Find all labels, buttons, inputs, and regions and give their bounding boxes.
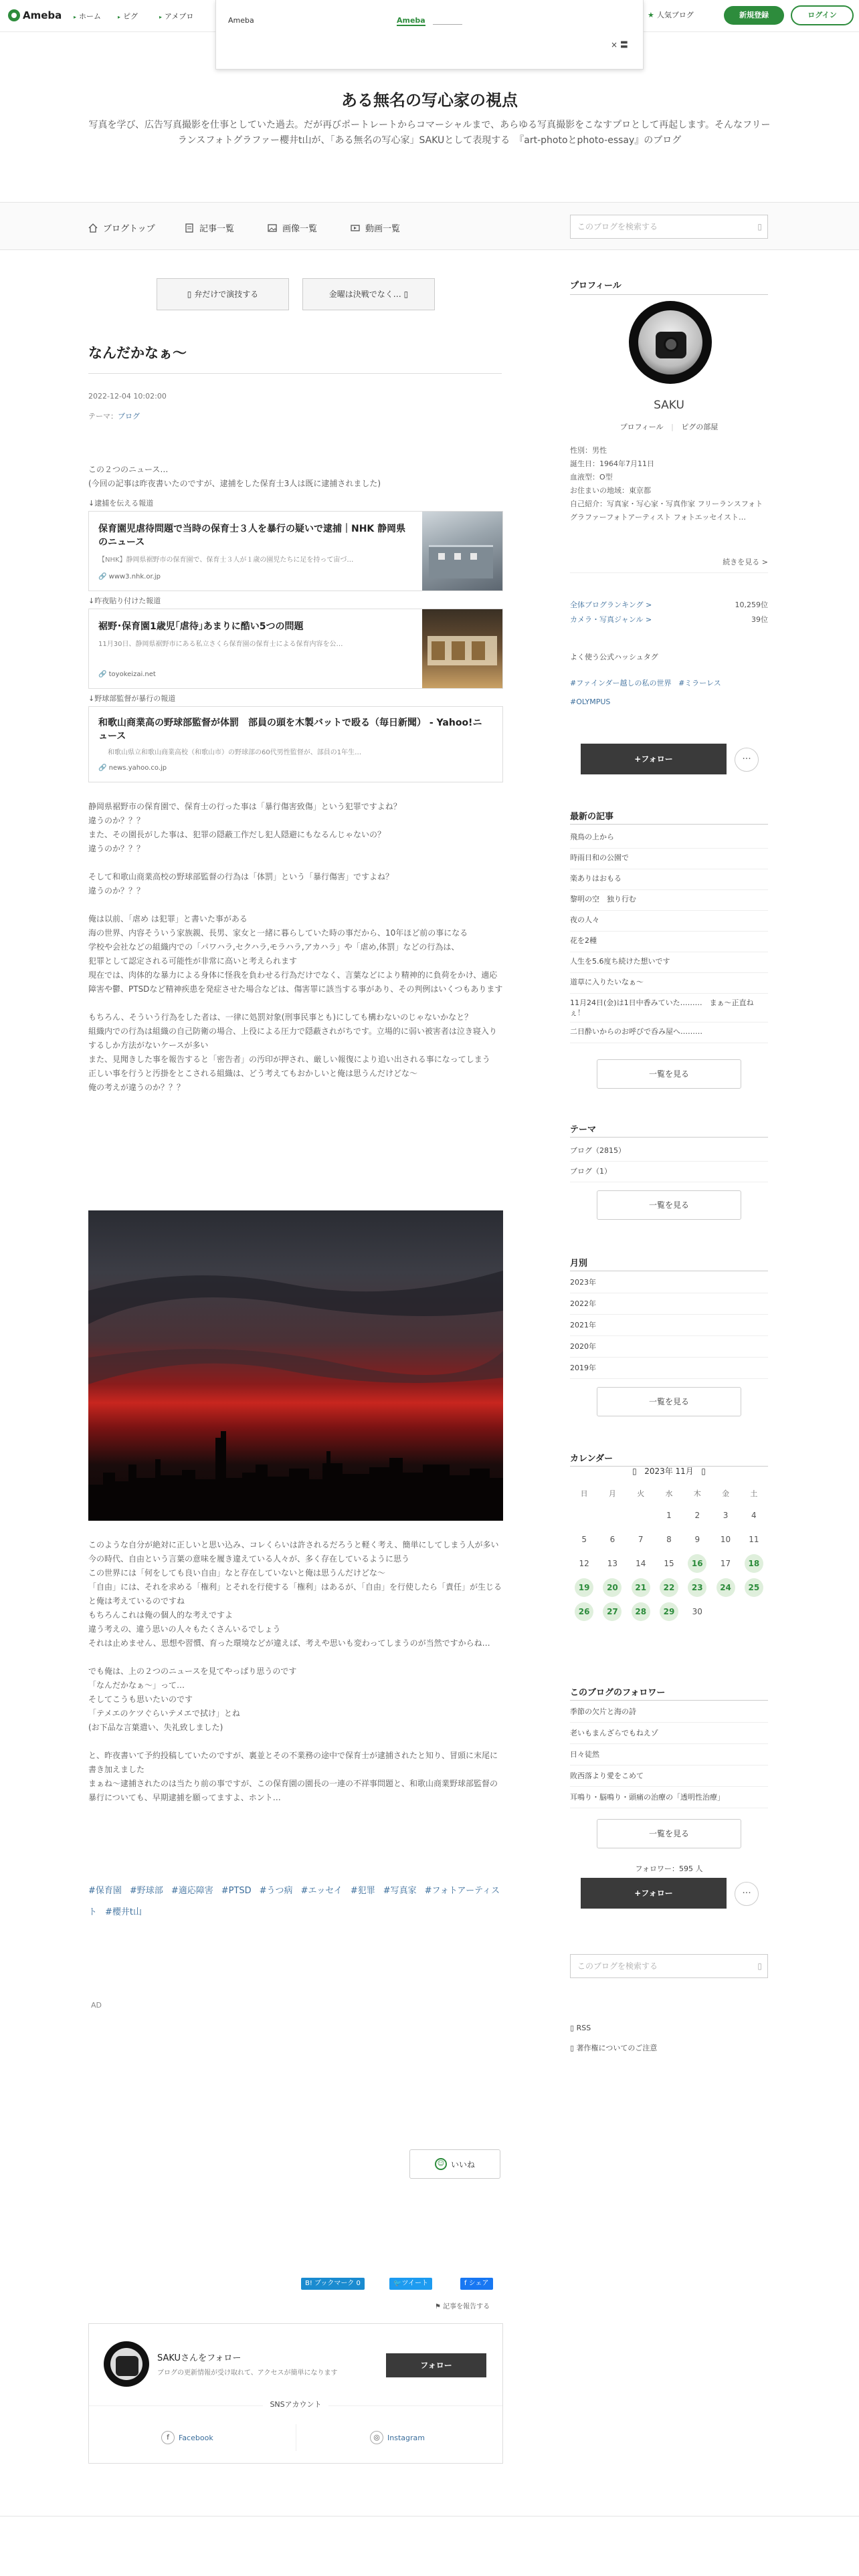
rss-icon: ▯ (570, 2024, 577, 2032)
author-avatar[interactable] (104, 2341, 149, 2387)
hatena-bookmark-button[interactable]: B! ブックマーク 0 (301, 2278, 365, 2290)
weekday-label: 日 (580, 1489, 588, 1498)
body-line (88, 996, 503, 1010)
calendar-day: 15 (664, 1559, 674, 1568)
calendar-blank (598, 1503, 626, 1527)
card-title: 保育園児虐待問題で当時の保育士３人を暴行の疑いで逮捕｜NHK 静岡県のニュース (98, 524, 406, 548)
calendar-day: 4 (751, 1511, 757, 1520)
profile-heading: プロフィール (570, 281, 622, 291)
official-hashtag[interactable]: #ミラーレス (678, 679, 721, 687)
search-icon[interactable]: ▯ (757, 222, 762, 231)
weekday-label: 土 (750, 1489, 758, 1498)
blog-search-input[interactable]: このブログを検索する ▯ (570, 215, 768, 239)
calendar-day[interactable]: 24 (711, 1576, 739, 1600)
body-line: 静岡県裾野市の保育園で、保育士の行った事は「暴行傷害致傷」という犯罪ですよね？ (88, 802, 401, 811)
weekday-label: 水 (665, 1489, 673, 1498)
card-title: 和歌山商業高の野球部監督が体罰 部員の頭を木製バットで殴る（毎日新聞） - Yahoo!ニュース (98, 718, 482, 742)
profile-avatar[interactable] (629, 301, 712, 384)
card-desc: 和歌山県立和歌山商業高校（和歌山市）の野球部の60代男性監督が、部員の1年生… (108, 749, 362, 756)
calendar-day: 6 (609, 1535, 615, 1544)
body-line: そして和歌山商業高校の野球部監督の行為は「体罰」という「暴行傷害」ですよね？ (88, 872, 394, 881)
follow-box-name: SAKUさんをフォロー (157, 2353, 242, 2363)
ameba-logo[interactable]: Ameba (8, 9, 62, 21)
entry-theme: テーマ：ブログ (88, 412, 140, 421)
popular-blog-link[interactable]: ★ 人気ブログ (648, 10, 694, 19)
recent-entry-link[interactable]: 花を2種 (570, 932, 768, 952)
body-line: 違うのか？？？ (88, 886, 145, 895)
link-icon: 🔗 (98, 573, 109, 580)
crown-icon: ★ (648, 10, 654, 19)
login-button[interactable]: ログイン (791, 5, 854, 25)
followers-list-button[interactable]: 一覧を見る (597, 1819, 741, 1848)
card-desc: 11月30日、静岡県裾野市にある私立さくら保育園の保育士による保育内容を公… (98, 641, 343, 648)
hashtag-link[interactable]: #保育園 (88, 1886, 122, 1896)
blog-description: 写真を学び、広告写真撮影を仕事としていた過去。だが再びポートレートからコマーシャルまで、あらゆる写真撮影をこなすプロとして再起します。そんなフリーランスフォトグラファー櫻井t山が、「ある無名の写心家」SAKUとして表現する 『art-photoとphoto-essay』のブログ (88, 120, 771, 146)
body-line: この世界には「何をしても良い自由」なと存在していないと俺は思うんだけどな〜 (88, 1568, 386, 1578)
calendar-day[interactable]: 20 (598, 1576, 626, 1600)
official-hashtags (570, 674, 768, 712)
search-icon[interactable]: ▯ (757, 1961, 762, 1971)
body-line (88, 856, 503, 870)
follow-button[interactable]: フォロー (386, 2353, 486, 2377)
follower-blog-link[interactable]: 耳鳴り・脳鳴り・頭痛の治療の「透明性治療」 (570, 1787, 768, 1808)
tweet-button[interactable]: 🐦ツイート (389, 2278, 432, 2290)
month-link[interactable]: 2020年 (570, 1336, 768, 1358)
popup-tab-link[interactable]: Ameba (397, 16, 425, 25)
body-line: 違うのか？？？ (88, 816, 145, 825)
chevron-right-icon: ▯ (401, 290, 409, 299)
body-line: もちろんこれは俺の個人的な考えですよ (88, 1610, 233, 1620)
body-line: 現在では、肉体的な暴力による身体に怪我を負わせる行為だけでなく、言葉などにより精神的に負荷をかけ、適応障害や鬱、PTSDなど精神疾患を発症させた場合などは、傷害罪に該当する事があり、その判例はいくつもあります (88, 970, 503, 994)
calendar-day[interactable]: 29 (655, 1600, 683, 1624)
body-line: まぁね〜逮捕されたのは当たり前の事ですが、この保育園の園長の一連の不祥事問題と、和歌山商業野球部監督の暴行についても、早期逮捕を願ってますよ、ホント… (88, 1779, 498, 1802)
weekday-label: 月 (608, 1489, 616, 1498)
rss-link[interactable]: ▯ RSS (570, 2024, 591, 2032)
body-line: 学校や会社などの組織内での「パワハラ,セクハラ,モラハラ,アカハラ」や「虐め,体罰」などの行為は、 (88, 942, 460, 952)
nav-blog-top[interactable]: ブログトップ (88, 221, 155, 234)
report-link[interactable]: ⚑ 記事を報告する (435, 2303, 490, 2311)
follower-blog-link[interactable]: 季節の欠片と海の詩 (570, 1701, 768, 1723)
official-hashtag[interactable]: #ファインダー越しの私の世界 (570, 679, 672, 687)
theme-link[interactable]: ブログ（1） (570, 1162, 768, 1182)
recent-entry-link[interactable]: 飛鳥の上から (570, 828, 768, 849)
calendar-day: 11 (749, 1535, 759, 1544)
body-line: 海の世界、内容そういう家族親、長男、家女と一緒に暮らしていた時の事だから、10年ほど前の事になる (88, 928, 468, 938)
theme-link[interactable]: ブログ（2815） (570, 1141, 768, 1162)
calendar-day[interactable]: 16 (683, 1551, 711, 1576)
body-line: 「自由」には、それを求める「権利」とそれを行使する「権利」はあるが、「自由」を行使したら「責任」が生じると俺は考えているのですね (88, 1582, 502, 1606)
card-thumbnail (422, 609, 502, 688)
card-caption: ↓昨夜貼り付けた報道 (88, 597, 161, 605)
facebook-icon: f (161, 2431, 175, 2444)
hashtag-link[interactable]: #犯罪 (350, 1886, 375, 1896)
overall-ranking[interactable]: 全体ブログランキング > 10,259位 (570, 601, 768, 609)
twitter-icon: 🐦 (393, 2280, 402, 2287)
copyright-link[interactable]: ▯ 著作権についてのご注意 (570, 2044, 658, 2052)
body-line: もちろん、そういう行為をした者は、一律に処罰対象(刑事民事とも)にしても構わないのじゃないかなと？ (88, 1012, 473, 1022)
recent-entry-link[interactable]: 時雨日和の公園で (570, 849, 768, 869)
followers-heading: このブログのフォロワー (570, 1688, 666, 1698)
entry-hashtags (88, 1881, 503, 1923)
smile-icon: ☺ (435, 2158, 447, 2170)
recent-entry-link[interactable]: 11月24日(金)は1日中香みていた……… まぁ〜正直ねぇ！ (570, 994, 768, 1023)
entry-title-divider (88, 373, 502, 374)
profile-line: 血液型：O型 (570, 473, 613, 481)
next-month-icon[interactable]: ▯ (701, 1467, 706, 1476)
followers-list (570, 1701, 768, 1808)
hashtag-link[interactable]: #写真家 (383, 1886, 417, 1896)
official-hashtag-heading: よく使う公式ハッシュタグ (570, 653, 658, 661)
body-line (88, 898, 503, 912)
calendar-day[interactable]: 26 (570, 1600, 598, 1624)
calendar-day: 14 (636, 1559, 646, 1568)
theme-list (570, 1141, 768, 1182)
hashtag-link[interactable]: #野球部 (129, 1886, 163, 1896)
official-hashtag[interactable]: #OLYMPUS (570, 697, 611, 706)
body-line: 俺の考えが違うのか？？？ (88, 1083, 185, 1092)
calendar-day: 1 (666, 1511, 672, 1520)
body-line: 俺は以前、「虐め は犯罪」と書いた事がある (88, 914, 248, 924)
hashtag-link[interactable]: #PTSD (221, 1886, 252, 1896)
nav-video-list[interactable]: 動画一覧 (351, 221, 400, 234)
hashtag-link[interactable]: #適応障害 (171, 1886, 213, 1896)
card-url: 🔗 news.yahoo.co.jp (98, 764, 167, 772)
entry-intro: この２つのニュース… (今回の記事は昨夜書いたのですが、逮捕をした保育士3人は既に逮捕されました) (88, 465, 381, 488)
pig-room-link[interactable]: ピグの部屋 (681, 423, 719, 431)
card-desc: 【NHK】静岡県裾野市の保育園で、保育士３人が１歳の園児たちに足を持って宙づ… (98, 556, 354, 564)
card-url: 🔗 www3.nhk.or.jp (98, 573, 161, 580)
body-line: それは止めません、思想や習慣、育った環境などが違えば、考えや思いも変わってしまうのが当然ですからね… (88, 1638, 490, 1648)
body-line: また、その園長がした事は、犯罪の隠蔽工作だし犯人隠避にもなるんじゃないの？ (88, 830, 386, 839)
next-entry-button[interactable]: 金曜は決戦でなく… ▯ (302, 278, 435, 310)
calendar-day[interactable]: 28 (627, 1600, 655, 1624)
calendar-day: 8 (666, 1535, 672, 1544)
profile-links: プロフィール | ピグの部屋 (619, 423, 719, 431)
recent-entry-link[interactable]: 夜の人々 (570, 911, 768, 932)
calendar-day[interactable]: 22 (655, 1576, 683, 1600)
recent-entry-link[interactable]: 道草に入りたいなぁ〜 (570, 973, 768, 994)
hashtag-link[interactable]: #櫻井t山 (105, 1907, 142, 1917)
body-line: 「テメエのケツぐらいテメエで拭け」とね (88, 1709, 240, 1718)
sunset-photo[interactable] (88, 1210, 503, 1521)
body-line: また、見聞きした事を報告すると「密告者」の汚印が押され、厳しい報復により追い出される事になってしまう (88, 1055, 490, 1064)
entry-body-part1 (88, 800, 503, 1095)
account-popup (215, 0, 644, 70)
popup-close-icon[interactable]: × 〓 (611, 40, 628, 49)
prev-month-icon[interactable]: ▯ (632, 1467, 637, 1476)
profile-name[interactable]: SAKU (654, 399, 684, 412)
calendar-blank (570, 1503, 598, 1527)
calendar-day[interactable]: 18 (740, 1551, 768, 1576)
calendar-days (570, 1503, 768, 1624)
follower-blog-link[interactable]: 老いもまんざらでもねえゾ (570, 1723, 768, 1744)
more-options-icon[interactable]: ··· (735, 748, 759, 772)
calendar-grid (570, 1485, 768, 1624)
calendar-day: 13 (607, 1559, 618, 1568)
profile-line: 自己紹介：写真家・写心家・写真作家 フリーランスフォトグラファーフォトアーティスト フォトエッセイスト… (570, 500, 763, 522)
home-icon (88, 223, 98, 233)
month-link[interactable]: 2023年 (570, 1272, 768, 1293)
hashtag-link[interactable]: #エッセイ (300, 1886, 343, 1896)
follower-blog-link[interactable]: 敗西落より愛をこめて (570, 1765, 768, 1787)
calendar-day: 30 (692, 1607, 702, 1616)
facebook-link[interactable]: f Facebook (161, 2431, 213, 2444)
body-line: 組織内での行為は組織の自己防衛の場合、上役による圧力で隠蔽されがちです。立場的に弱い被害者は泣き寝入りするしか方法がないケースが多い (88, 1027, 497, 1050)
document-icon: ▯ (570, 2044, 577, 2052)
calendar-blank (627, 1503, 655, 1527)
recent-entry-link[interactable]: 人生を5.6度ち続けた想いです (570, 952, 768, 973)
calendar-day: 2 (694, 1511, 700, 1520)
profile-details (570, 444, 768, 524)
weekday-label: 木 (693, 1489, 701, 1498)
calendar-day: 17 (720, 1559, 731, 1568)
body-line: 違う考えの、違う思いの人々もたくさんいるでしょう (88, 1624, 281, 1634)
nav-home[interactable]: ▸ ホーム (74, 11, 101, 21)
card-caption: ↓逮捕を伝える報道 (88, 499, 154, 508)
entry-title[interactable]: なんだかなぁ〜 (88, 345, 187, 361)
body-line: と、昨夜書いて予約投稿していたのですが、裏並とその不業務の途中で保育士が逮捕されたと知り、冒頭に末尾に書き加えました (88, 1751, 498, 1774)
calendar-day: 3 (723, 1511, 729, 1520)
nav-pigg[interactable]: ▸ ピグ (118, 11, 138, 21)
calendar-day: 10 (720, 1535, 731, 1544)
body-line: (お下品な言葉遣い、失礼致しました) (88, 1723, 223, 1732)
image-icon (268, 223, 277, 233)
card-url: 🔗 toyokeizai.net (98, 671, 156, 678)
nav-ameblo[interactable]: ▸ アメブロ (159, 11, 193, 21)
nav-image-list[interactable]: 画像一覧 (268, 221, 317, 234)
instagram-icon: ◎ (370, 2431, 383, 2444)
body-line: 犯罪として認定される可能性が非常に高いと考えられます (88, 956, 298, 966)
calendar-day[interactable]: 27 (598, 1600, 626, 1624)
calendar-month: ▯ 2023年 11月 ▯ (632, 1467, 706, 1476)
link-card[interactable] (88, 706, 503, 782)
month-link[interactable]: 2019年 (570, 1358, 768, 1379)
profile-line: 性別：男性 (570, 446, 607, 455)
instagram-link[interactable]: ◎ Instagram (370, 2431, 425, 2444)
monthly-heading: 月別 (570, 1259, 588, 1269)
document-icon (185, 223, 194, 233)
calendar-day[interactable]: 21 (627, 1576, 655, 1600)
recent-entry-link[interactable]: 楽ありはおもる (570, 869, 768, 890)
recent-entry-link[interactable]: 黎明の空 独り行む (570, 890, 768, 911)
follow-box-desc: ブログの更新情報が受け取れて、アクセスが簡単になります (157, 2369, 338, 2377)
signup-button[interactable]: 新規登録 (724, 6, 784, 25)
entry-date: 2022-12-04 10:02:00 (88, 392, 167, 401)
calendar-day[interactable]: 19 (570, 1576, 598, 1600)
card-caption: ↓野球部監督が暴行の報道 (88, 694, 176, 703)
month-link[interactable]: 2021年 (570, 1315, 768, 1336)
body-line: 正しい事を行うと汚掛をとこされる組織は、どう考えてもおかしいと俺は思うんだけどな〜 (88, 1069, 418, 1078)
link-icon: 🔗 (98, 764, 109, 772)
calendar-weekdays (570, 1485, 768, 1503)
monthly-list (570, 1272, 768, 1379)
calendar-day: 9 (694, 1535, 700, 1544)
link-icon: 🔗 (98, 671, 109, 678)
ad-label: AD (91, 2001, 102, 2010)
hashtag-link[interactable]: #うつ病 (259, 1886, 293, 1896)
sidebar-search-input[interactable]: このブログを検索する ▯ (570, 1954, 768, 1978)
calendar-day[interactable]: 23 (683, 1576, 711, 1600)
popup-label: Ameba (228, 16, 254, 25)
body-line (88, 1650, 503, 1665)
facebook-icon: f (464, 2280, 469, 2287)
calendar-day: 5 (581, 1535, 587, 1544)
calendar-day: 7 (638, 1535, 644, 1544)
body-line: そしてこうも思いたいのです (88, 1695, 193, 1704)
follower-blog-link[interactable]: 日々徒然 (570, 1744, 768, 1765)
sidebar-follow-button[interactable]: +フォロー (581, 744, 727, 774)
profile-line: お住まいの地域：東京都 (570, 486, 651, 495)
profile-line: 誕生日：1964年7月11日 (570, 459, 654, 468)
facebook-share-button[interactable]: f シェア (460, 2278, 493, 2290)
body-line: 「なんだかなぁ〜」って… (88, 1681, 185, 1690)
more-options-icon[interactable]: ··· (735, 1882, 759, 1906)
chevron-left-icon: ▯ (187, 290, 195, 299)
calendar-heading: カレンダー (570, 1454, 613, 1464)
flag-icon: ⚑ (435, 2303, 444, 2311)
body-line: 違うのか？？？ (88, 844, 145, 853)
weekday-label: 火 (637, 1489, 645, 1498)
follower-count: フォロワー：595 人 (635, 1864, 703, 1873)
theme-heading: テーマ (570, 1125, 597, 1135)
video-icon (351, 223, 360, 233)
calendar-day[interactable]: 25 (740, 1576, 768, 1600)
nav-entry-list[interactable]: 記事一覧 (185, 221, 234, 234)
calendar-day: 12 (579, 1559, 589, 1568)
blog-title[interactable]: ある無名の写心家の視点 (341, 91, 518, 110)
profile-link[interactable]: プロフィール (619, 423, 664, 431)
sidebar-follow-button-2[interactable]: +フォロー (581, 1878, 727, 1909)
month-link[interactable]: 2022年 (570, 1293, 768, 1315)
entry-body-part2 (88, 1538, 503, 1805)
monthly-list-button[interactable]: 一覧を見る (597, 1387, 741, 1416)
hashtag-link[interactable]: #フォトアーティスト (88, 1886, 500, 1917)
sns-label: SNSアカウント (263, 2400, 328, 2409)
body-line (88, 1735, 503, 1749)
follow-box (88, 2323, 503, 2464)
weekday-label: 金 (722, 1489, 730, 1498)
card-thumbnail (422, 512, 502, 591)
link-card[interactable] (88, 609, 503, 689)
genre-ranking[interactable]: カメラ・写真ジャンル > 39位 (570, 615, 768, 624)
body-line: でも俺は、上の２つのニュースを見てやっぱり思うのです (88, 1667, 297, 1676)
ameba-logo-icon (8, 9, 20, 21)
recent-entries-heading: 最新の記事 (570, 812, 614, 822)
card-title: 裾野･保育園1歳児｢虐待｣あまりに酷い5つの問題 (98, 621, 304, 632)
recent-entry-link[interactable]: 二日酔いからのお呼びで呑み屋へ……… (570, 1023, 768, 1043)
recent-entries-list (570, 828, 768, 1043)
popup-divider (433, 24, 462, 25)
profile-more-link[interactable]: 続きを見る > (723, 558, 768, 566)
recent-list-button[interactable]: 一覧を見る (597, 1059, 741, 1089)
city-silhouette (88, 1210, 503, 1521)
theme-list-button[interactable]: 一覧を見る (597, 1190, 741, 1220)
body-line: このような自分が絶対に正しいと思い込み、コレくらいは許されるだろうと軽く考え、簡単にしてしまう人が多い今の時代、自由という言葉の意味を履き違えている人々が、多く存在しているように思う (88, 1540, 499, 1564)
link-card[interactable] (88, 511, 503, 591)
blog-nav (0, 202, 859, 250)
prev-entry-button[interactable]: ▯ 弁だけで演技する (157, 278, 289, 310)
theme-link[interactable]: ブログ (118, 412, 140, 421)
like-button[interactable]: ☺ いいね (409, 2149, 500, 2179)
